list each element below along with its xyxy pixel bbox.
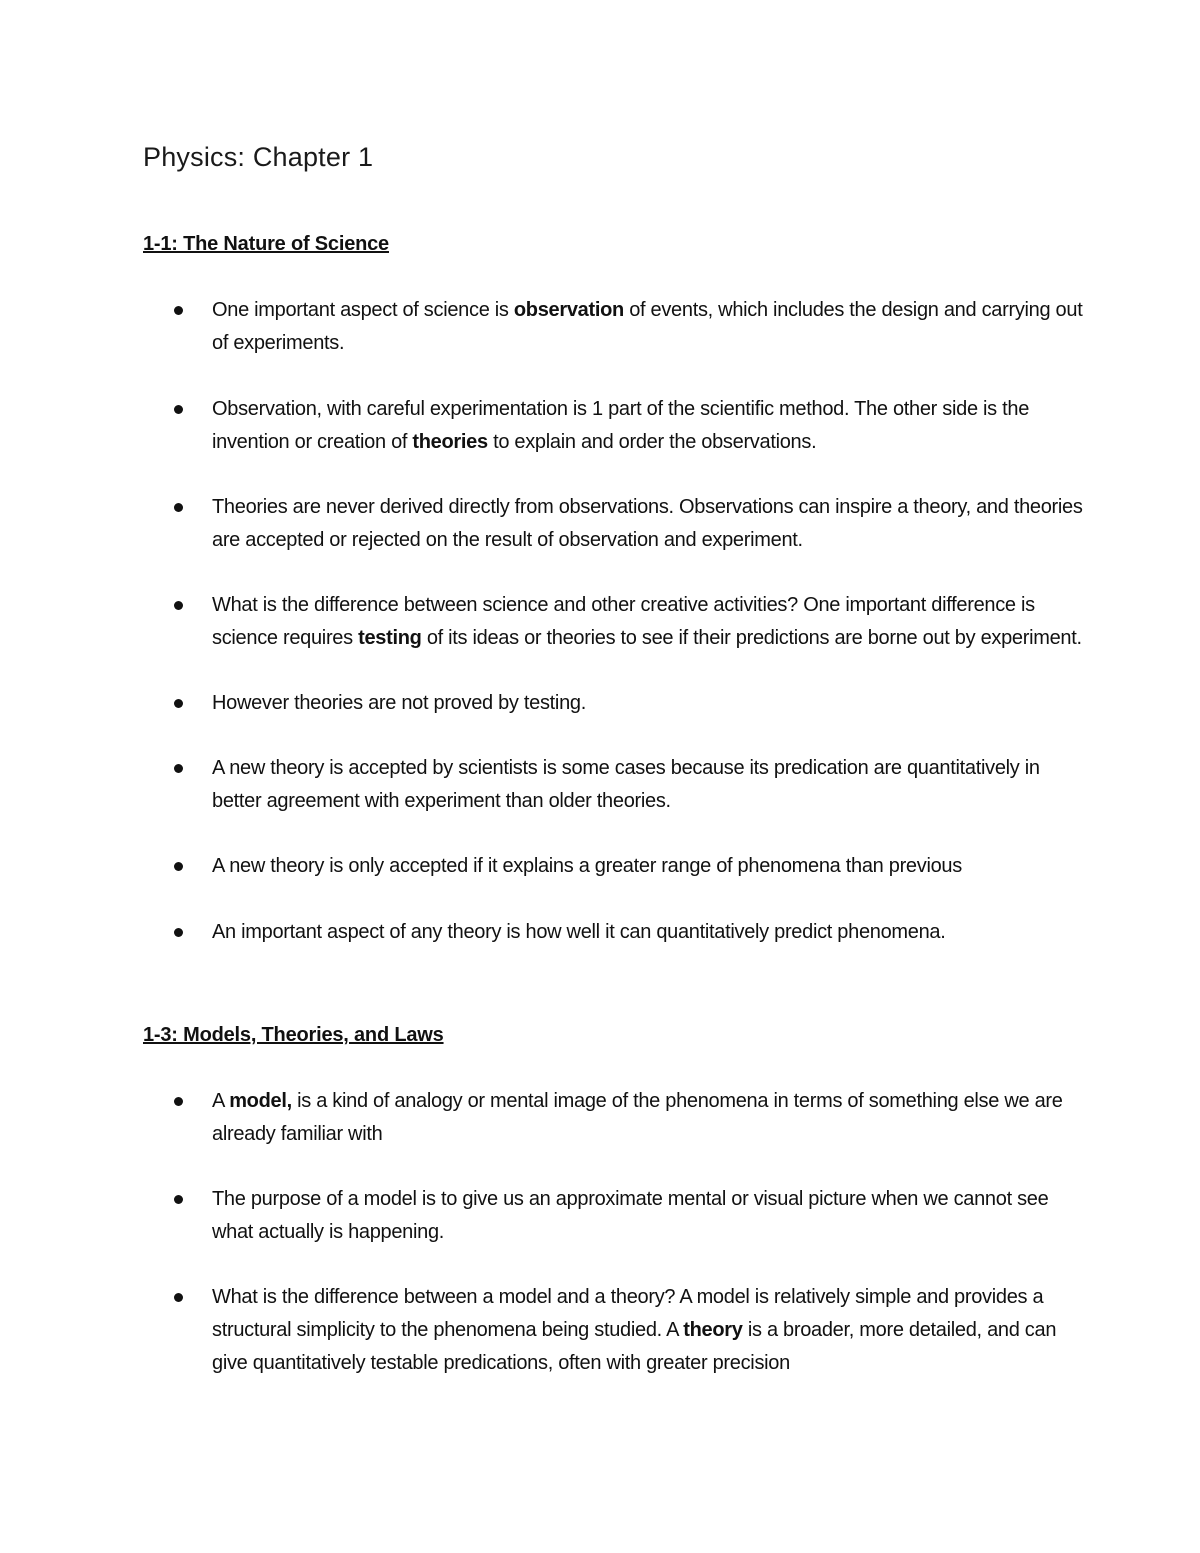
list-item — [212, 687, 1092, 720]
text-run: is a kind of analogy or mental image of the phenomena in terms of something else we are already familiar with — [212, 1090, 1063, 1145]
text-run: of events, which includes the design and carrying out of experiments. — [212, 299, 1083, 354]
page-title: Physics: Chapter 1 — [143, 142, 374, 172]
bullet-list-models-theories-laws — [212, 1085, 1092, 1380]
text-run: of its ideas or theories to see if their predictions are borne out by experiment. — [421, 627, 1082, 649]
text-run: One important aspect of science is — [212, 299, 514, 321]
emphasized-term: model, — [229, 1090, 292, 1112]
text-run: The purpose of a model is to give us an approximate mental or visual picture when we cannot see what actually is happening. — [212, 1188, 1049, 1243]
text-run: A new theory is only accepted if it explains a greater range of phenomena than previous — [212, 855, 962, 877]
bullet-dot-icon — [174, 1097, 183, 1106]
list-item — [212, 850, 1092, 883]
list-item — [212, 916, 1092, 949]
text-run: An important aspect of any theory is how well it can quantitatively predict phenomena. — [212, 921, 946, 943]
bullet-dot-icon — [174, 699, 183, 708]
text-run: A — [212, 1090, 230, 1112]
list-item — [212, 294, 1092, 360]
bullet-list-nature-of-science — [212, 294, 1092, 949]
section-heading-nature-of-science: 1-1: The Nature of Science — [143, 233, 389, 255]
bullet-dot-icon — [174, 306, 183, 315]
emphasized-term: observation — [513, 299, 624, 321]
text-run: What is the difference between science and other creative activities? One important difference is science requires — [212, 594, 1035, 649]
bullet-dot-icon — [174, 405, 183, 414]
bullet-dot-icon — [174, 862, 183, 871]
emphasized-term: theory — [683, 1319, 743, 1341]
emphasized-term: testing — [358, 627, 422, 649]
bullet-dot-icon — [174, 928, 183, 937]
text-run: Observation, with careful experimentation is 1 part of the scientific method. The other side is the invention or creation of — [212, 398, 1030, 453]
text-run: is a broader, more detailed, and can give quantitatively testable predications, often with greater precision — [212, 1319, 1057, 1374]
text-run: However theories are not proved by testing. — [212, 692, 586, 714]
bullet-dot-icon — [174, 1293, 183, 1302]
bullet-dot-icon — [174, 601, 183, 610]
list-item — [212, 752, 1092, 818]
list-item — [212, 491, 1092, 557]
bullet-dot-icon — [174, 764, 183, 773]
list-item — [212, 1183, 1092, 1249]
section-heading-models-theories-laws: 1-3: Models, Theories, and Laws — [143, 1024, 444, 1046]
text-run: A new theory is accepted by scientists is some cases because its predication are quantitatively in better agreement with experiment than older theories. — [212, 757, 1040, 812]
list-item — [212, 1281, 1092, 1380]
text-run: What is the difference between a model and a theory? A model is relatively simple and provides a structural simplicity to the phenomena being studied. A — [212, 1286, 1044, 1341]
emphasized-term: theories — [412, 431, 488, 453]
bullet-dot-icon — [174, 503, 183, 512]
list-item — [212, 1085, 1092, 1151]
list-item — [212, 393, 1092, 459]
text-run: to explain and order the observations. — [487, 431, 817, 453]
text-run: Theories are never derived directly from observations. Observations can inspire a theory, and theories are accepted or rejected on the result of observation and experiment. — [212, 496, 1083, 551]
bullet-dot-icon — [174, 1195, 183, 1204]
list-item — [212, 589, 1092, 655]
